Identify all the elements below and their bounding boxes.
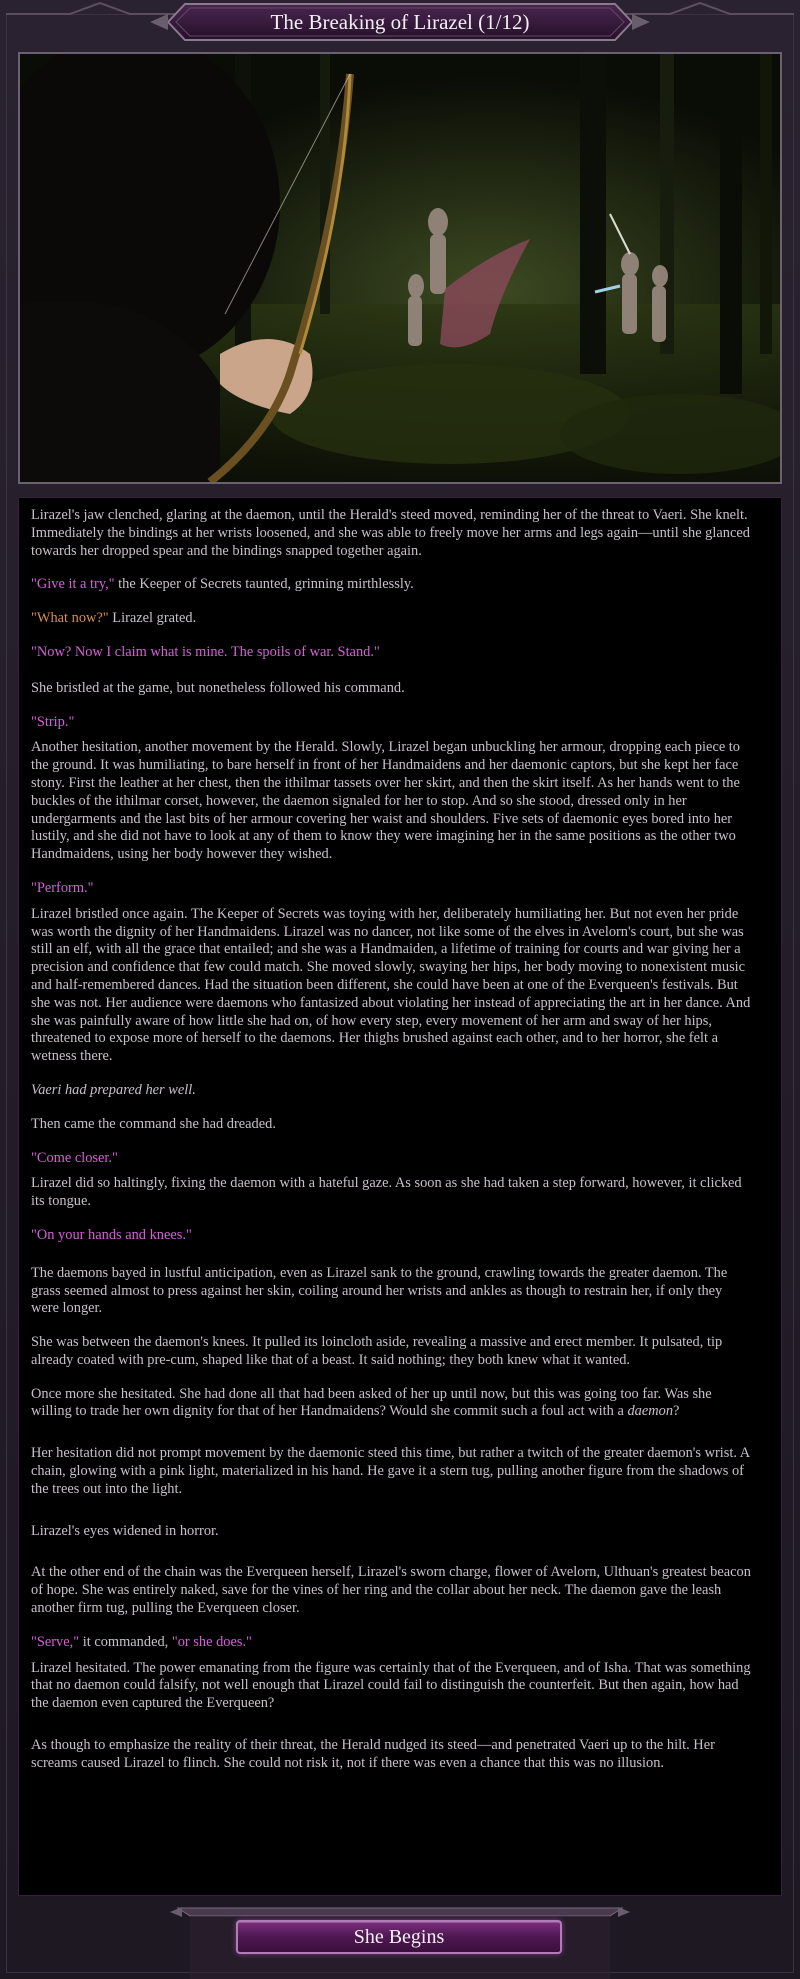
- story-paragraph: Lirazel did so haltingly, fixing the daemon with a hateful gaze. As soon as she had taken a step forward, however, it clicked its tongue.: [31, 1175, 742, 1210]
- story-paragraph: Her hesitation did not prompt movement by the daemonic steed this time, but rather a twitch of the greater daemon's wrist. A chain, glowing with a pink light, materialized in his hand. He gave it a stern tug, pulling another figure from the shadows of the trees out into the light.: [31, 1445, 750, 1497]
- title-bar: [0, 0, 800, 44]
- dialogue-quote: "On your hands and knees.": [31, 1226, 192, 1243]
- story-paragraph: She was between the daemon's knees. It pulled its loincloth aside, revealing a massive and erect member. It pulsated, tip already coated with pre-cum, shaped like that of a beast. It said nothing; they both knew what it wanted.: [31, 1334, 723, 1368]
- dialogue-quote: "Perform.": [31, 879, 94, 896]
- she-begins-button[interactable]: She Begins: [236, 1920, 562, 1954]
- italic-word: daemon: [627, 1403, 674, 1420]
- scene-image: [18, 52, 782, 484]
- story-text-run: the Keeper of Secrets taunted, grinning mirthlessly.: [114, 576, 414, 593]
- italic-thought: Vaeri had prepared her well.: [31, 1081, 196, 1098]
- story-paragraph: The daemons bayed in lustful anticipation, even as Lirazel sank to the ground, crawling towards the greater daemon. The grass seemed almost to press against her skin, coiling around her wrists and ankles as though to restrain her, if only they were longer.: [31, 1264, 728, 1317]
- dialogue-quote: "Now? Now I claim what is mine. The spoils of war. Stand.": [31, 643, 380, 660]
- story-paragraph: Another hesitation, another movement by the Herald. Slowly, Lirazel began unbuckling her armour, dropping each piece to the ground. It was humiliating, to bare herself in front of her Handmaidens and her daemonic captors, but she kept her face stony. First the leather at her chest, then the ithilmar tassets over her skirt, and then the skirt itself. As her hands went to the buckles of the ithilmar corset, however, the daemon signaled for her to stop. And so she stood, dressed only in her undergarments and the last bits of her armour covering her waist and shoulders. Five sets of daemonic eyes bored into her lustily, and she did not have to look at any of them to know they were imagining her in the same positions as the other two Handmaidens, using her body however they wished.: [31, 739, 741, 863]
- story-paragraph: [31, 1082, 751, 1100]
- story-paragraph: At the other end of the chain was the Everqueen herself, Lirazel's sworn charge, flower of Avelorn, Ulthuan's greatest beacon of hope. She was entirely naked, save for the vines of her ring and the collar about her neck. The daemon gave the leash another firm tug, pulling the Everqueen closer.: [31, 1564, 751, 1617]
- story-paragraph: Lirazel's jaw clenched, glaring at the daemon, until the Herald's steed moved, reminding her of the threat to Vaeri. She knelt. Immediately the bindings at her wrists loosened, and she was able to freely move her arms and legs again—until she glanced towards her dropped spear and the bindings snapped together again.: [31, 507, 750, 559]
- story-text-run: Lirazel grated.: [108, 610, 197, 627]
- story-paragraph: Lirazel hesitated. The power emanating from the figure was certainly that of the Everqueen, and of Isha. That was something that no daemon could falsify, not well enough that Lirazel could fail to distinguish the counterfeit. But then again, how had the daemon even captured the Everqueen?: [31, 1659, 751, 1712]
- dialogue-quote: "Give it a try,": [31, 576, 115, 593]
- dialogue-quote: "What now?": [31, 610, 109, 627]
- dialog-title: The Breaking of Lirazel (1/12): [270, 10, 530, 34]
- story-text-run: it commanded,: [79, 1633, 172, 1650]
- dialog-footer: [0, 1900, 800, 1979]
- story-paragraph: As though to emphasize the reality of their threat, the Herald nudged its steed—and penetrated Vaeri up to the hilt. Her screams caused Lirazel to flinch. She could not risk it, not if there was even a chance that this was no illusion.: [31, 1737, 715, 1771]
- story-text: [18, 497, 782, 1896]
- story-paragraph: [31, 1634, 751, 1652]
- story-text-run: Once more she hesitated. She had done all that had been asked of her up until now, but this was going too far. Was she willing to trade her own dignity for that of her Handmaidens? Would she commit such a foul act with a: [31, 1385, 712, 1420]
- story-paragraph: She bristled at the game, but nonetheless followed his command.: [31, 679, 405, 696]
- forest-scene-illustration: [20, 54, 780, 482]
- dialogue-quote: "Serve,": [31, 1633, 80, 1650]
- story-paragraph: Lirazel bristled once again. The Keeper of Secrets was toying with her, deliberately humiliating her. But not even her pride was worth the dignity of her Handmaidens. Lirazel was no dancer, not like some of the elves in Avelorn's court, but she was still an elf, with all the grace that entailed; and she was a Handmaiden, a lifetime of training for courts and war giving her a precision and confidence that few could match. She moved slowly, swaying her hips, her body moving to nonexistent music and half-remembered dances. Had the situation been different, she could have been at one of the Everqueen's festivals. But she was not. Her audience were daemons who fantasized about violating her instead of appreciating the art in her dance. And she was painfully aware of how little she had on, of how every step, every movement of her arm and sway of her hips, threatened to expose more of herself to the daemons. Her thighs brushed against each other, and to her horror, she felt a wetness there.: [31, 905, 751, 1065]
- story-paragraph: [31, 576, 751, 594]
- story-text-run: ?: [673, 1403, 680, 1420]
- dialogue-quote: "or she does.": [171, 1633, 252, 1650]
- dialogue-quote: "Strip.": [31, 713, 75, 730]
- dialogue-quote: "Come closer.": [31, 1149, 118, 1166]
- story-paragraph: [31, 610, 751, 628]
- story-paragraph: Then came the command she had dreaded.: [31, 1115, 276, 1132]
- story-paragraph: [31, 1386, 751, 1422]
- story-paragraph: Lirazel's eyes widened in horror.: [31, 1522, 219, 1539]
